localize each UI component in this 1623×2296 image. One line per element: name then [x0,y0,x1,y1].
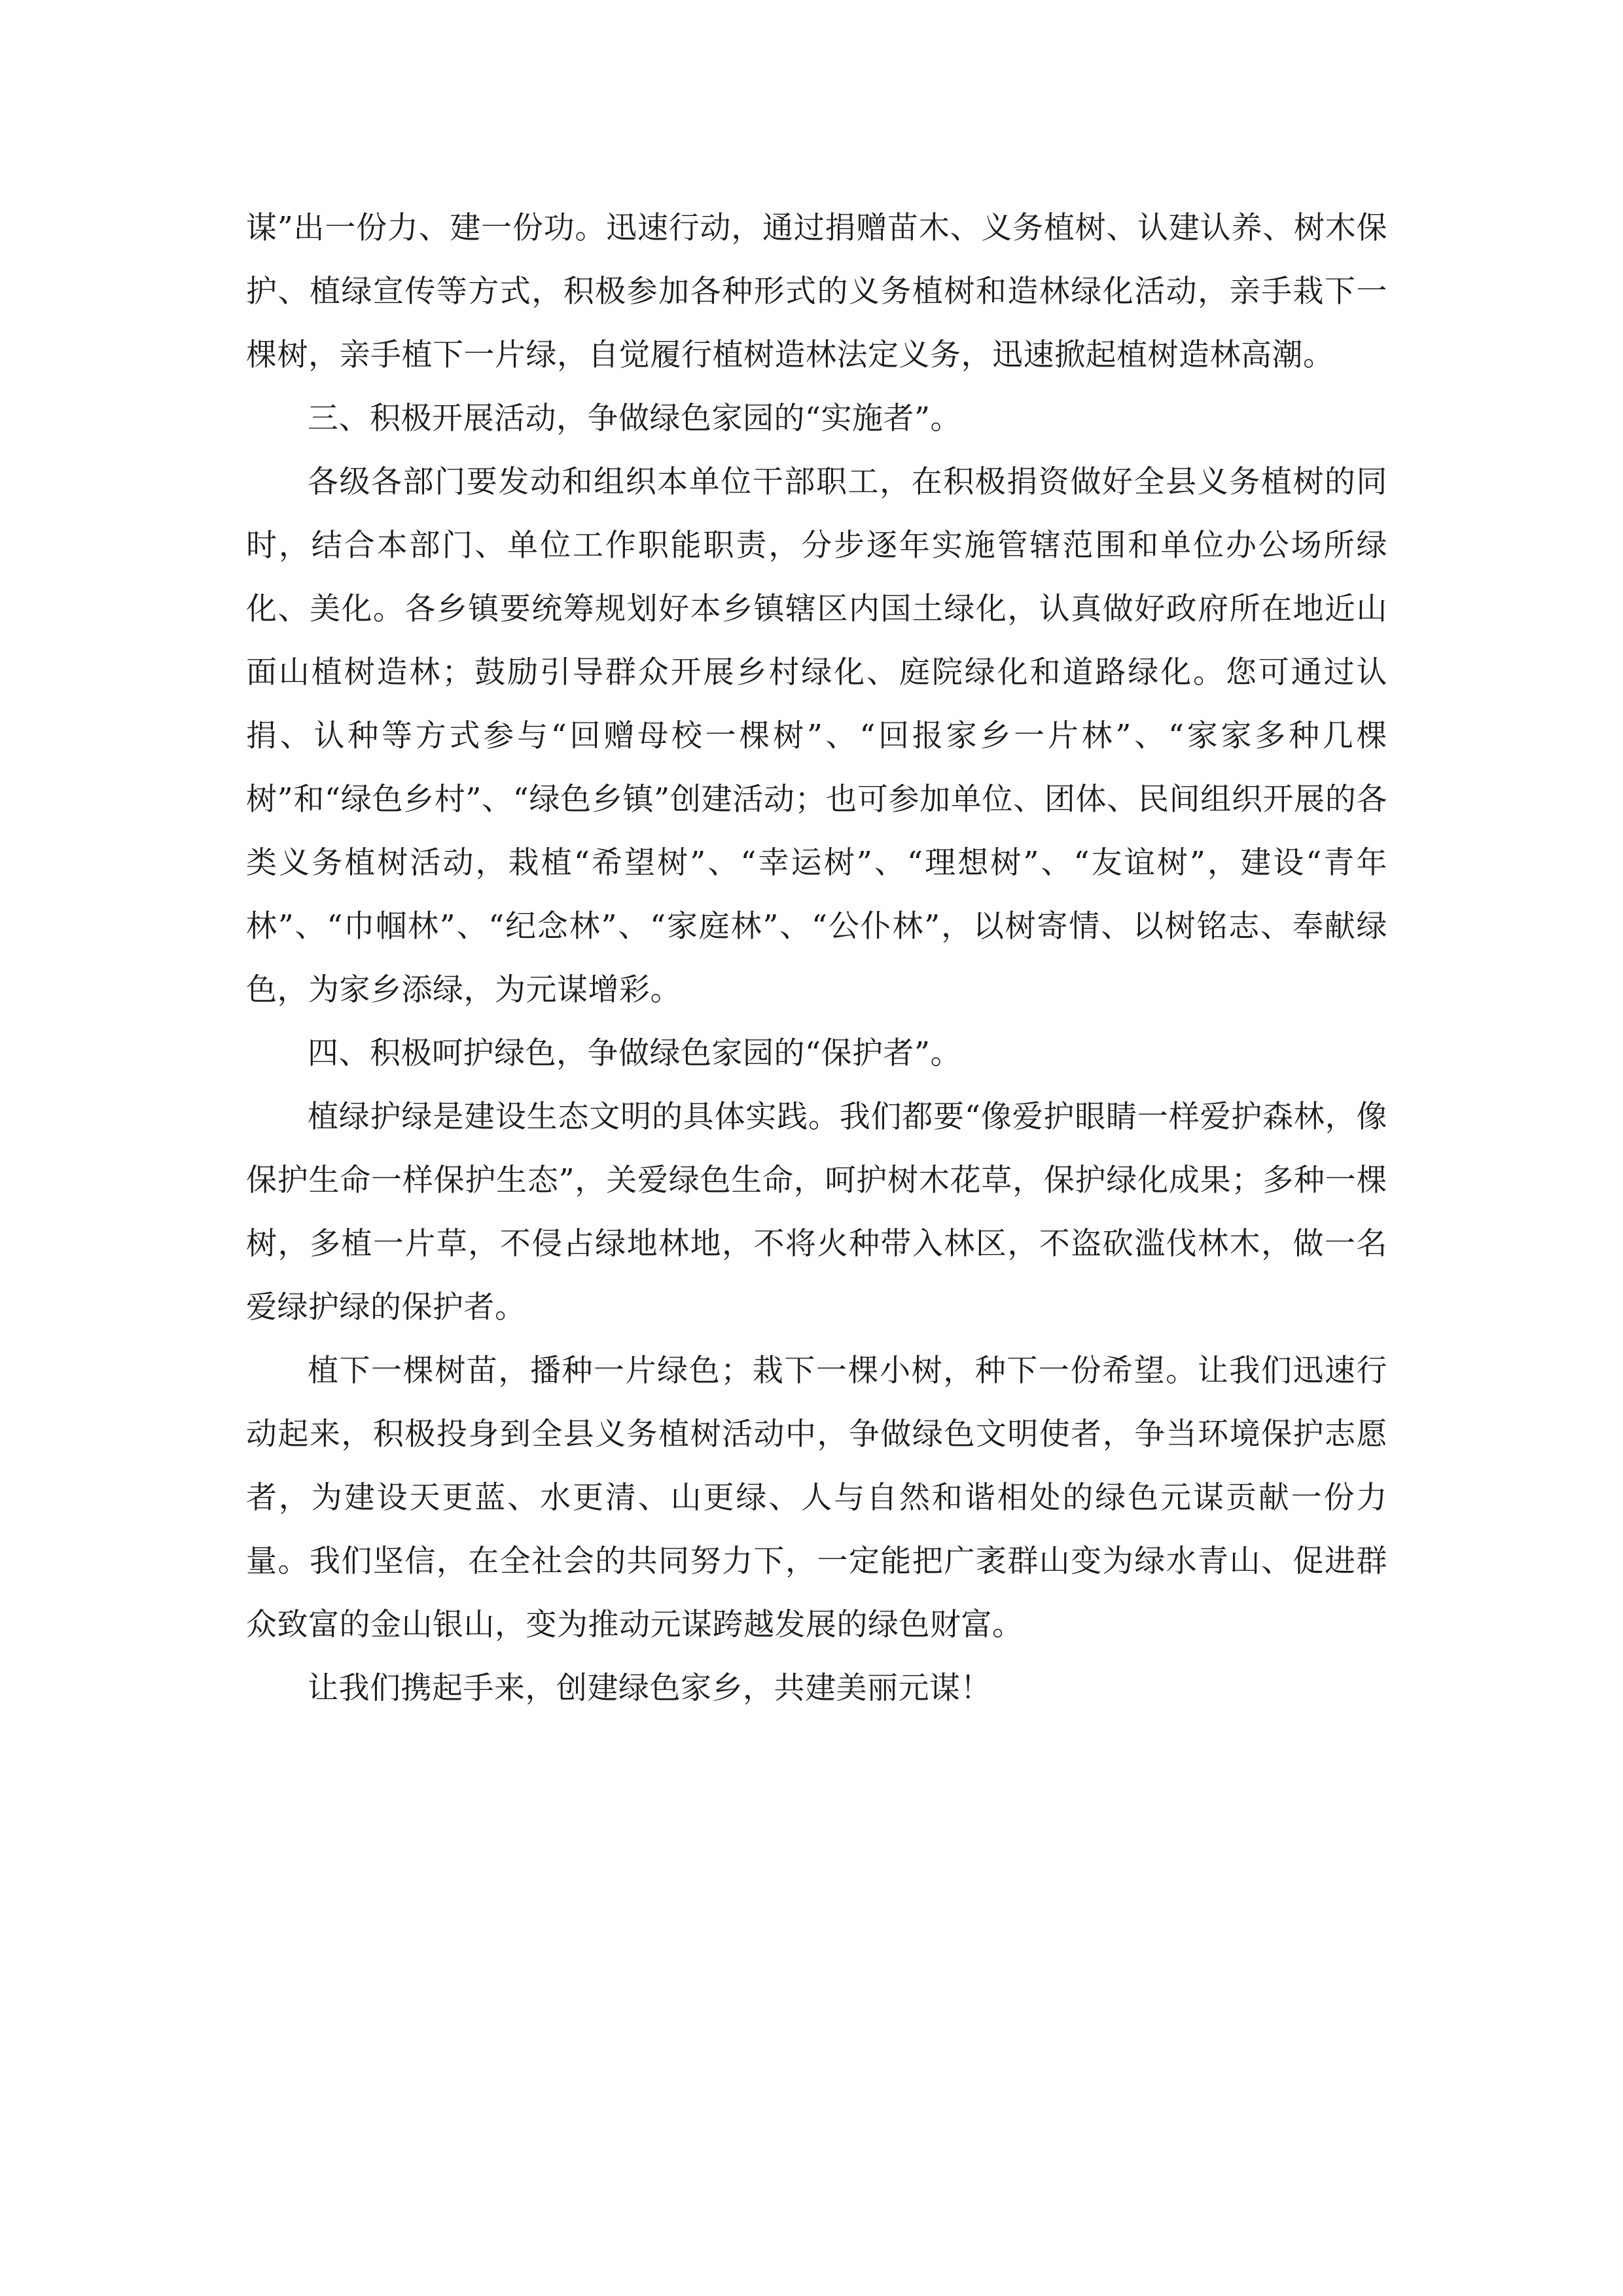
document-body [246,196,1387,1720]
paragraph-implementers: 各级各部门要发动和组织本单位干部职工，在积极捐资做好全县义务植树的同时，结合本部门、单位工作职能职责，分步逐年实施管辖范围和单位办公场所绿化、美化。各乡镇要统筹规划好本乡镇辖区内国土绿化，认真做好政府所在地近山面山植树造林；鼓励引导群众开展乡村绿化、庭院绿化和道路绿化。您可通过认捐、认种等方式参与“回赠母校一棵树”、“回报家乡一片林”、“家家多种几棵树”和“绿色乡村”、“绿色乡镇”创建活动；也可参加单位、团体、民间组织开展的各类义务植树活动，栽植“希望树”、“幸运树”、“理想树”、“友谊树”，建设“青年林”、“巾帼林”、“纪念林”、“家庭林”、“公仆林”，以树寄情、以树铭志、奉献绿色，为家乡添绿，为元谋增彩。 [246,464,1387,1008]
section-heading-4: 四、积极呵护绿色，争做绿色家园的“保护者”。 [308,1035,962,1071]
paragraph-protectors: 植绿护绿是建设生态文明的具体实践。我们都要“像爱护眼睛一样爱护森林，像保护生命一样保护生态”，关爱绿色生命，呵护树木花草，保护绿化成果；多种一棵树，多植一片草，不侵占绿地林地，不将火种带入林区，不盗砍滥伐林木，做一名爱绿护绿的保护者。 [246,1099,1387,1325]
paragraph-continuation: 谋”出一份力、建一份功。迅速行动，通过捐赠苗木、义务植树、认建认养、树木保护、植绿宣传等方式，积极参加各种形式的义务植树和造林绿化活动，亲手栽下一棵树，亲手植下一片绿，自觉履行植树造林法定义务，迅速掀起植树造林高潮。 [246,210,1387,373]
paragraph-call-to-action: 植下一棵树苗，播种一片绿色；栽下一棵小树，种下一份希望。让我们迅速行动起来，积极投身到全县义务植树活动中，争做绿色文明使者，争当环境保护志愿者，为建设天更蓝、水更清、山更绿、人与自然和谐相处的绿色元谋贡献一份力量。我们坚信，在全社会的共同努力下，一定能把广袤群山变为绿水青山、促进群众致富的金山银山，变为推动元谋跨越发展的绿色财富。 [246,1353,1387,1643]
section-heading-3: 三、积极开展活动，争做绿色家园的“实施者”。 [308,401,962,437]
paragraph-closing: 让我们携起手来，创建绿色家乡，共建美丽元谋！ [308,1670,991,1706]
